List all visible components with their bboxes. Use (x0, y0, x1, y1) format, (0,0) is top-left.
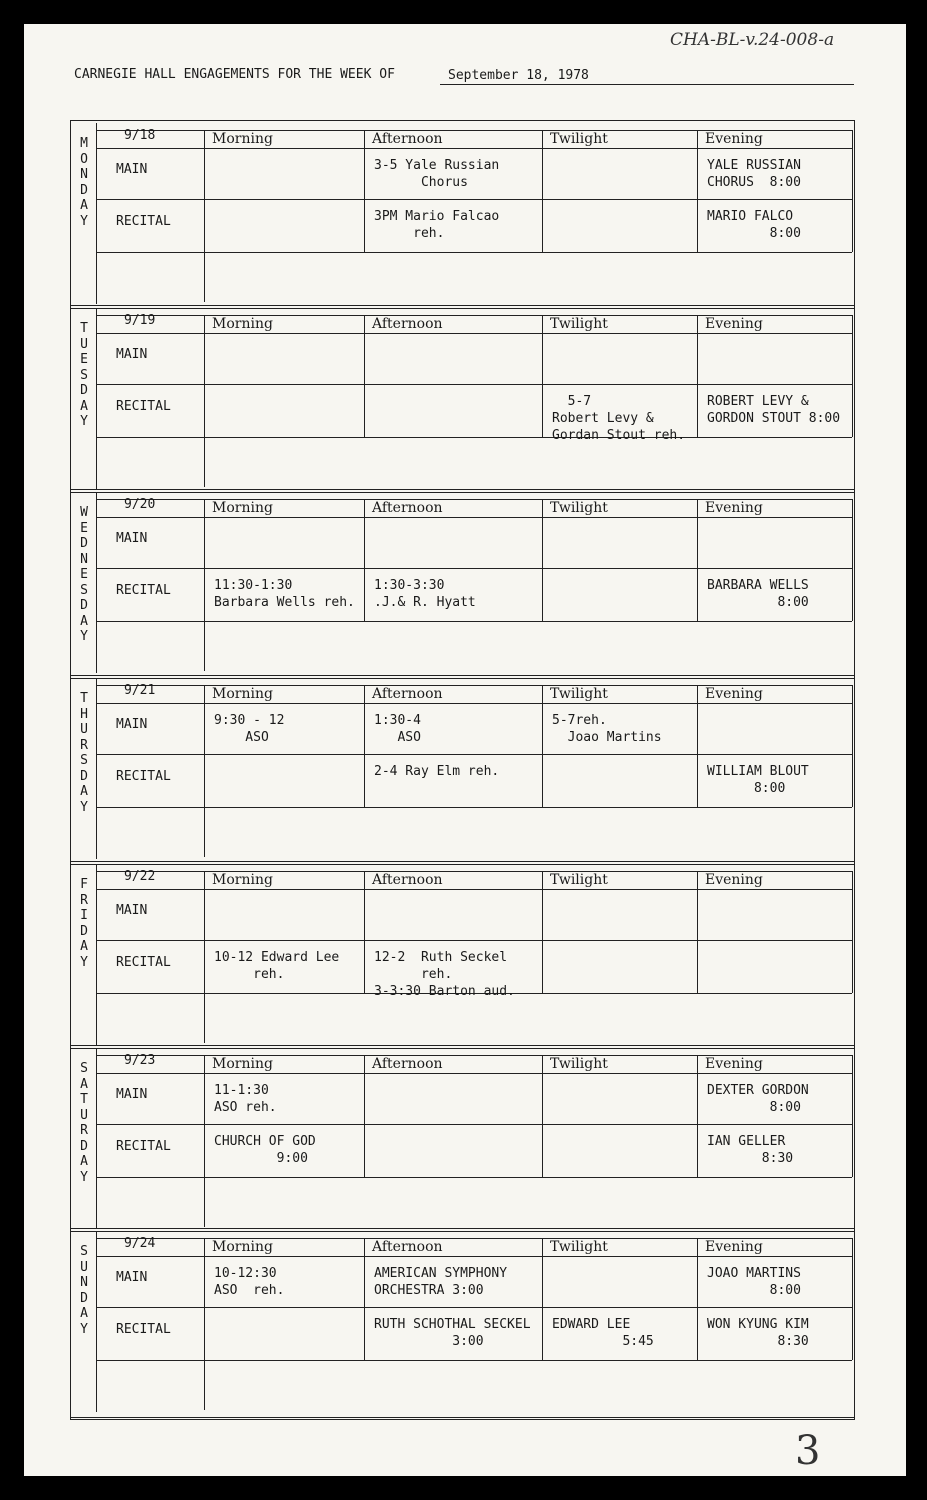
cell-main-morning: 10-12:30 ASO reh. (214, 1266, 285, 1298)
day-separator (70, 305, 854, 306)
column-header-morning: Morning (212, 500, 273, 516)
column-divider (204, 1238, 205, 1410)
main-row-bottom (96, 384, 852, 385)
column-header-evening: Evening (705, 500, 763, 516)
row-label-main: MAIN (116, 1087, 148, 1102)
column-divider (542, 315, 543, 437)
row-label-recital: RECITAL (116, 955, 171, 970)
column-divider (204, 499, 205, 671)
column-header-evening: Evening (705, 686, 763, 702)
day-name-sunday: S U N D A Y (80, 1244, 88, 1337)
column-divider (204, 685, 205, 857)
column-header-bottom (96, 333, 852, 334)
column-header-afternoon: Afternoon (372, 1239, 443, 1255)
column-header-morning: Morning (212, 1239, 273, 1255)
column-header-twilight: Twilight (550, 1056, 608, 1072)
grid-left-border (70, 120, 71, 1420)
grid-inner-right (852, 1238, 853, 1360)
column-header-twilight: Twilight (550, 686, 608, 702)
column-header-bottom (96, 148, 852, 149)
cell-main-afternoon: 3-5 Yale Russian Chorus (374, 158, 500, 190)
day-separator (70, 861, 854, 862)
column-header-morning: Morning (212, 131, 273, 147)
column-divider (542, 1238, 543, 1360)
grid-right-border (854, 120, 855, 1420)
cell-recital-afternoon: RUTH SCHOTHAL SECKEL 3:00 (374, 1317, 531, 1349)
cell-recital-twilight: EDWARD LEE 5:45 (552, 1317, 654, 1349)
column-divider (364, 1238, 365, 1360)
cell-recital-evening: WON KYUNG KIM 8:30 (707, 1317, 809, 1349)
recital-row-bottom (96, 621, 852, 622)
day-date: 9/20 (124, 497, 156, 512)
recital-row-bottom (96, 1177, 852, 1178)
column-divider (364, 499, 365, 621)
column-header-morning: Morning (212, 872, 273, 888)
column-divider (542, 499, 543, 621)
column-divider (697, 130, 698, 252)
column-header-bottom (96, 1256, 852, 1257)
column-header-evening: Evening (705, 1239, 763, 1255)
column-divider (364, 315, 365, 437)
row-label-recital: RECITAL (116, 769, 171, 784)
column-divider (542, 1055, 543, 1177)
column-header-evening: Evening (705, 1056, 763, 1072)
column-divider (697, 315, 698, 437)
week-underline (440, 84, 854, 85)
main-row-bottom (96, 940, 852, 941)
day-name-wednesday: W E D N E S D A Y (80, 505, 88, 644)
recital-row-bottom (96, 252, 852, 253)
main-row-bottom (96, 754, 852, 755)
column-header-twilight: Twilight (550, 316, 608, 332)
document-title: CARNEGIE HALL ENGAGEMENTS FOR THE WEEK OF (74, 67, 395, 82)
day-date: 9/19 (124, 313, 156, 328)
day-separator (70, 1045, 854, 1046)
column-divider (204, 130, 205, 302)
cell-recital-morning: 10-12 Edward Lee reh. (214, 950, 340, 982)
grid-inner-right (852, 1055, 853, 1177)
column-divider (542, 130, 543, 252)
column-header-bottom (96, 1073, 852, 1074)
grid-bottom-border (70, 1417, 854, 1418)
day-date: 9/22 (124, 869, 156, 884)
day-separator (70, 489, 854, 490)
day-label-divider (96, 678, 97, 859)
grid-inner-right (852, 499, 853, 621)
cell-recital-twilight: 5-7 Robert Levy & Gordan Stout reh. (552, 394, 686, 443)
day-name-saturday: S A T U R D A Y (80, 1061, 88, 1185)
column-header-twilight: Twilight (550, 131, 608, 147)
column-divider (204, 871, 205, 1043)
column-divider (542, 685, 543, 807)
row-label-main: MAIN (116, 717, 148, 732)
column-header-afternoon: Afternoon (372, 500, 443, 516)
day-separator-double (70, 678, 854, 679)
day-date: 9/24 (124, 1236, 156, 1251)
grid-inner-right (852, 130, 853, 252)
cell-recital-evening: IAN GELLER 8:30 (707, 1134, 794, 1166)
column-divider (364, 1055, 365, 1177)
cell-recital-evening: MARIO FALCO 8:00 (707, 209, 801, 241)
cell-recital-afternoon: 3PM Mario Falcao reh. (374, 209, 500, 241)
cell-recital-afternoon: 2-4 Ray Elm reh. (374, 764, 500, 779)
column-header-twilight: Twilight (550, 500, 608, 516)
column-divider (204, 315, 205, 487)
grid-inner-right (852, 871, 853, 993)
day-separator-double (70, 864, 854, 865)
column-header-evening: Evening (705, 131, 763, 147)
day-separator-double (70, 492, 854, 493)
column-header-afternoon: Afternoon (372, 686, 443, 702)
cell-main-morning: 9:30 - 12 ASO (214, 713, 285, 745)
cell-main-morning: 11-1:30 ASO reh. (214, 1083, 277, 1115)
recital-row-bottom (96, 1360, 852, 1361)
row-label-main: MAIN (116, 162, 148, 177)
day-label-divider (96, 123, 97, 304)
day-date: 9/18 (124, 128, 156, 143)
column-header-afternoon: Afternoon (372, 872, 443, 888)
main-row-bottom (96, 568, 852, 569)
day-name-monday: M O N D A Y (80, 136, 88, 229)
grid-inner-right (852, 315, 853, 437)
row-label-recital: RECITAL (116, 214, 171, 229)
column-divider (697, 871, 698, 993)
cell-main-twilight: 5-7reh. Joao Martins (552, 713, 662, 745)
cell-recital-morning: CHURCH OF GOD 9:00 (214, 1134, 316, 1166)
day-name-tuesday: T U E S D A Y (80, 321, 88, 429)
cell-main-evening: JOAO MARTINS 8:00 (707, 1266, 801, 1298)
cell-main-evening: YALE RUSSIAN CHORUS 8:00 (707, 158, 801, 190)
main-row-bottom (96, 199, 852, 200)
day-separator-double (70, 308, 854, 309)
cell-main-evening: DEXTER GORDON 8:00 (707, 1083, 809, 1115)
column-divider (697, 685, 698, 807)
row-label-main: MAIN (116, 903, 148, 918)
cell-recital-evening: ROBERT LEVY & GORDON STOUT 8:00 (707, 394, 841, 426)
column-header-bottom (96, 517, 852, 518)
column-header-afternoon: Afternoon (372, 316, 443, 332)
column-header-bottom (96, 703, 852, 704)
day-date: 9/23 (124, 1053, 156, 1068)
page-number: 3 (795, 1428, 821, 1474)
cell-recital-evening: BARBARA WELLS 8:00 (707, 578, 809, 610)
row-label-recital: RECITAL (116, 1322, 171, 1337)
row-label-main: MAIN (116, 1270, 148, 1285)
column-header-morning: Morning (212, 686, 273, 702)
column-header-morning: Morning (212, 1056, 273, 1072)
main-row-bottom (96, 1307, 852, 1308)
column-header-evening: Evening (705, 316, 763, 332)
day-date: 9/21 (124, 683, 156, 698)
cell-recital-evening: WILLIAM BLOUT 8:00 (707, 764, 809, 796)
day-name-friday: F R I D A Y (80, 877, 88, 970)
cell-recital-morning: 11:30-1:30 Barbara Wells reh. (214, 578, 355, 610)
main-row-bottom (96, 1124, 852, 1125)
day-label-divider (96, 1231, 97, 1412)
column-header-afternoon: Afternoon (372, 131, 443, 147)
row-label-recital: RECITAL (116, 1139, 171, 1154)
column-divider (697, 499, 698, 621)
column-divider (697, 1055, 698, 1177)
row-label-recital: RECITAL (116, 399, 171, 414)
week-date: September 18, 1978 (448, 68, 589, 83)
day-separator (70, 1228, 854, 1229)
recital-row-bottom (96, 807, 852, 808)
column-header-afternoon: Afternoon (372, 1056, 443, 1072)
day-label-divider (96, 864, 97, 1045)
column-divider (364, 871, 365, 993)
cell-main-afternoon: 1:30-4 ASO (374, 713, 421, 745)
row-label-main: MAIN (116, 531, 148, 546)
day-separator-double (70, 1231, 854, 1232)
day-name-thursday: T H U R S D A Y (80, 691, 88, 815)
grid-bottom-border-double (70, 1419, 854, 1420)
cell-main-afternoon: AMERICAN SYMPHONY ORCHESTRA 3:00 (374, 1266, 508, 1298)
column-header-twilight: Twilight (550, 1239, 608, 1255)
row-label-recital: RECITAL (116, 583, 171, 598)
column-header-evening: Evening (705, 872, 763, 888)
row-label-main: MAIN (116, 347, 148, 362)
day-separator-double (70, 1048, 854, 1049)
recital-row-bottom (96, 437, 852, 438)
day-label-divider (96, 492, 97, 673)
column-divider (364, 130, 365, 252)
cell-recital-afternoon: 12-2 Ruth Seckel reh. 3-3:30 Barton aud. (374, 950, 515, 999)
day-separator (70, 675, 854, 676)
column-divider (364, 685, 365, 807)
column-divider (697, 1238, 698, 1360)
column-header-morning: Morning (212, 316, 273, 332)
day-label-divider (96, 308, 97, 489)
day-label-divider (96, 1048, 97, 1229)
cell-recital-afternoon: 1:30-3:30 .J.& R. Hyatt (374, 578, 476, 610)
column-header-bottom (96, 889, 852, 890)
grid-inner-right (852, 685, 853, 807)
column-divider (204, 1055, 205, 1227)
reference-number: CHA-BL-v.24-008-a (670, 30, 835, 50)
grid-top-border (70, 120, 854, 121)
column-divider (542, 871, 543, 993)
column-header-twilight: Twilight (550, 872, 608, 888)
